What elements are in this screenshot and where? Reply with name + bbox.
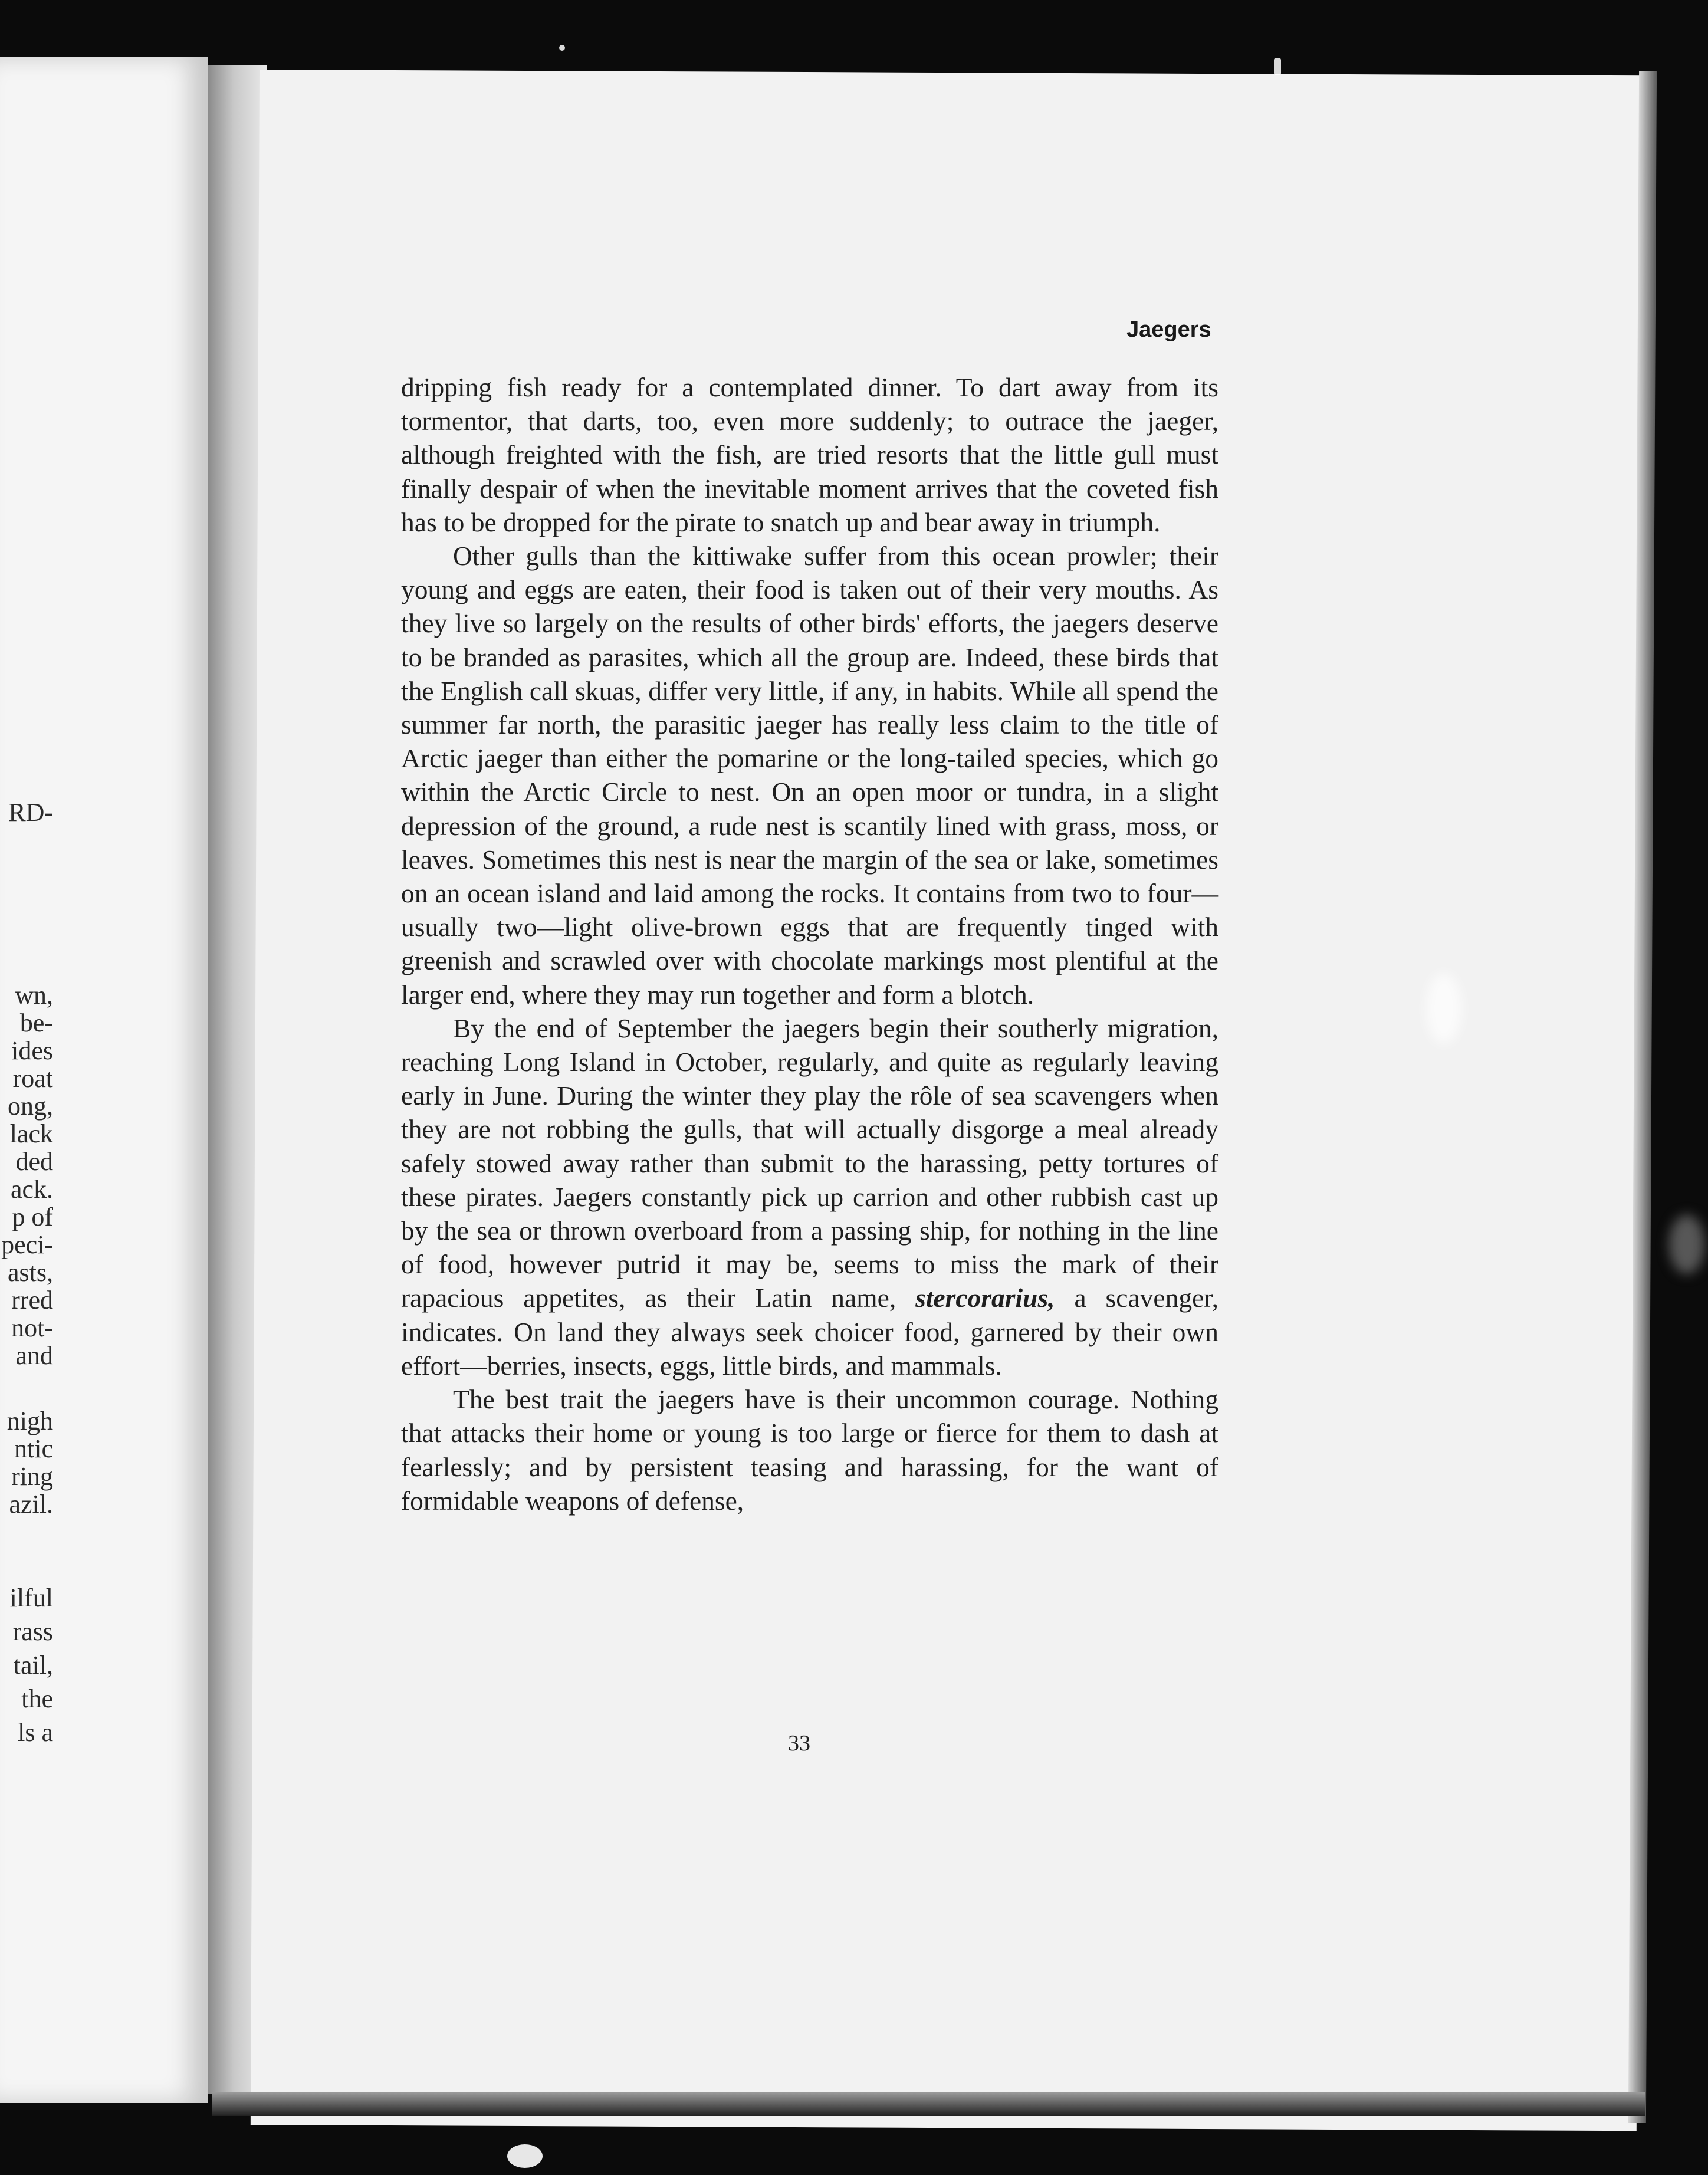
paragraph: Other gulls than the kittiwake suffer from this ocean prowler; their young and eggs are eaten, their food is taken out of their very mouths. As they live so largely on the results of other birds' efforts, the jaegers deserve to be branded as parasites, which all the group are. Indeed, these birds that the English call skuas, differ very little, if any, in habits. While all spend the summer far north, the parasitic jaeger has really less claim to the title of Arctic jaeger than either the pomarine or the long-tailed species, which go within the Arctic Circle to nest. On an open moor or tundra, in a slight depression of the ground, a rude nest is scantily lined with grass, moss, or leaves. Sometimes this nest is near the margin of the sea or lake, sometimes on an ocean island and laid among the rocks. It contains from two to four—usually two—light olive-brown eggs that are frequently tinged with greenish and scrawled over with chocolate markings most plentiful at the larger end, where they may run together and form a blotch. <box>401 541 1218 1010</box>
left-fragment: ong, <box>8 1092 53 1121</box>
left-fragment: the <box>21 1685 53 1713</box>
left-fragment: be- <box>19 1009 53 1037</box>
left-fragment: RD- <box>8 799 53 827</box>
scan-blot <box>1426 973 1461 1044</box>
scan-blot <box>1669 1215 1704 1274</box>
left-fragment: ls a <box>18 1719 53 1747</box>
left-fragment: tail, <box>13 1651 53 1680</box>
left-fragment: lack <box>9 1120 53 1148</box>
body-text <box>401 370 1218 1517</box>
left-fragment: ntic <box>14 1435 53 1463</box>
left-fragment: not- <box>11 1314 53 1342</box>
left-fragment: azil. <box>9 1490 53 1519</box>
left-fragment: rass <box>12 1618 53 1646</box>
left-fragment: ilful <box>9 1584 53 1612</box>
left-fragment: ack. <box>10 1175 53 1204</box>
paragraph: dripping fish ready for a contemplated dinner. To dart away from its tormentor, that darts, too, even more suddenly; to outrace the jaeger, although freighted with the fish, are tried resorts that the little gull must finally despair of when the inevitable moment arrives that the coveted fish has to be dropped for the pirate to snatch up and bear away in triumph. <box>401 372 1218 537</box>
left-fragment: p of <box>12 1203 53 1231</box>
left-fragment: asts, <box>8 1259 53 1287</box>
left-fragment: wn, <box>15 981 53 1010</box>
left-fragment: ring <box>11 1463 53 1491</box>
left-fragment: ides <box>11 1037 53 1065</box>
paragraph-text: a scavenger, indicates. On land they always seek choicer food, garnered by their own effort—berries, insects, eggs, little birds, and mammals. <box>401 1283 1219 1381</box>
latin-name: stercorarius, <box>915 1283 1055 1313</box>
facing-page-left <box>0 57 208 2103</box>
dust-speck <box>507 2144 543 2168</box>
left-fragment: peci- <box>1 1231 53 1259</box>
paragraph <box>401 1011 1218 1382</box>
page-edge-bottom <box>212 2092 1645 2116</box>
paragraph-text: By the end of September the jaegers begin their southerly migration, reaching Long Island in October, regularly, and quite as regularly leaving early in June. During the winter they play the rôle of sea scavengers when they are not robbing the gulls, that will actually disgorge a meal already safely stowed away rather than submit to the harassing, petty tortures of these pirates. Jaegers constantly pick up carrion and other rubbish cast up by the sea or thrown overboard from a passing ship, for nothing in the line of food, however putrid it may be, seems to miss the mark of their rapacious appetites, as their Latin name, <box>401 1013 1218 1313</box>
left-fragment: rred <box>11 1286 53 1315</box>
left-fragment: nigh <box>6 1407 53 1435</box>
running-head: Jaegers <box>1126 317 1211 342</box>
dust-speck <box>559 45 565 51</box>
left-fragment: and <box>15 1342 53 1370</box>
dust-speck <box>1274 58 1281 75</box>
paragraph: The best trait the jaegers have is their uncommon courage. Nothing that attacks their home or young is too large or fierce for them to dash at fearlessly; and by persistent teasing and harassing, for the want of formidable weapons of defense, <box>401 1384 1218 1516</box>
left-fragment: roat <box>12 1064 53 1093</box>
left-fragment: ded <box>15 1148 53 1176</box>
page-number: 33 <box>788 1731 810 1756</box>
